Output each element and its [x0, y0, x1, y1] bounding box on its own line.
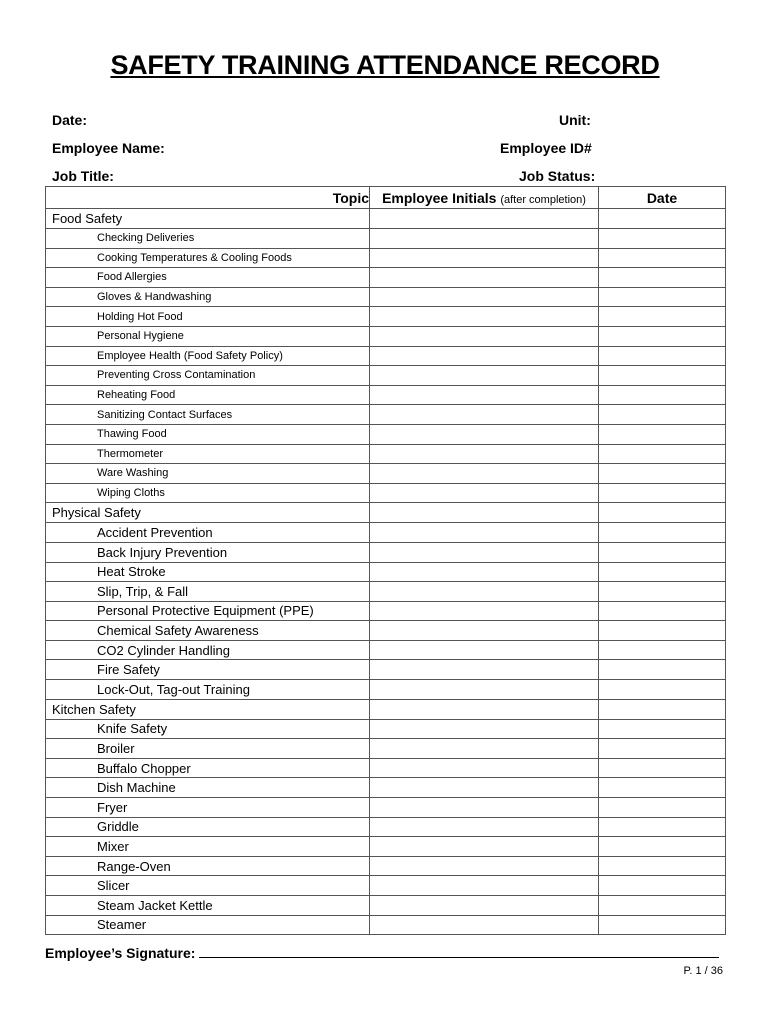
table-row [46, 915, 726, 935]
topic-header: Topic [46, 187, 370, 209]
date-cell[interactable] [599, 640, 726, 660]
section-row [46, 209, 726, 229]
table-row [46, 660, 726, 680]
initials-cell[interactable] [370, 680, 599, 700]
topic-cell: Slip, Trip, & Fall [46, 582, 370, 602]
initials-cell[interactable] [370, 915, 599, 935]
table-row [46, 385, 726, 405]
initials-cell[interactable] [370, 503, 599, 523]
initials-header [370, 187, 599, 209]
date-cell[interactable] [599, 837, 726, 857]
initials-cell[interactable] [370, 444, 599, 464]
topic-cell: Buffalo Chopper [46, 758, 370, 778]
date-cell[interactable] [599, 424, 726, 444]
initials-cell[interactable] [370, 229, 599, 249]
initials-cell[interactable] [370, 464, 599, 484]
table-row [46, 405, 726, 425]
topic-cell: Preventing Cross Contamination [46, 366, 370, 386]
initials-cell[interactable] [370, 385, 599, 405]
date-cell[interactable] [599, 680, 726, 700]
topic-cell: Steamer [46, 915, 370, 935]
date-cell[interactable] [599, 758, 726, 778]
topic-cell: Gloves & Handwashing [46, 287, 370, 307]
initials-cell[interactable] [370, 896, 599, 916]
topic-cell: Slicer [46, 876, 370, 896]
initials-cell[interactable] [370, 248, 599, 268]
date-cell[interactable] [599, 503, 726, 523]
table-row [46, 268, 726, 288]
table-row [46, 542, 726, 562]
topic-cell: Ware Washing [46, 464, 370, 484]
initials-cell[interactable] [370, 483, 599, 503]
date-cell[interactable] [599, 307, 726, 327]
initials-cell[interactable] [370, 405, 599, 425]
table-row [46, 562, 726, 582]
initials-header-note: (after completion) [500, 193, 586, 206]
date-cell[interactable] [599, 915, 726, 935]
date-cell[interactable] [599, 699, 726, 719]
topic-cell: Knife Safety [46, 719, 370, 739]
date-cell[interactable] [599, 366, 726, 386]
topic-cell: Fryer [46, 798, 370, 818]
table-row [46, 856, 726, 876]
date-cell[interactable] [599, 523, 726, 543]
initials-cell[interactable] [370, 817, 599, 837]
table-row [46, 640, 726, 660]
initials-cell[interactable] [370, 326, 599, 346]
table-row [46, 719, 726, 739]
date-cell[interactable] [599, 287, 726, 307]
section-row [46, 503, 726, 523]
initials-cell[interactable] [370, 660, 599, 680]
topic-cell: Thermometer [46, 444, 370, 464]
initials-cell[interactable] [370, 798, 599, 818]
initials-cell[interactable] [370, 778, 599, 798]
table-row [46, 366, 726, 386]
topic-cell: Broiler [46, 739, 370, 759]
table-row [46, 307, 726, 327]
date-cell[interactable] [599, 856, 726, 876]
date-cell[interactable] [599, 326, 726, 346]
topic-cell: Personal Protective Equipment (PPE) [46, 601, 370, 621]
date-cell[interactable] [599, 778, 726, 798]
initials-cell[interactable] [370, 640, 599, 660]
date-cell[interactable] [599, 542, 726, 562]
date-header: Date [599, 187, 726, 209]
topic-cell: Holding Hot Food [46, 307, 370, 327]
date-cell[interactable] [599, 798, 726, 818]
date-cell[interactable] [599, 346, 726, 366]
topic-cell: Food Allergies [46, 268, 370, 288]
section-title: Food Safety [46, 209, 370, 229]
employee-name-label: Employee Name: [52, 140, 165, 156]
topic-cell: Reheating Food [46, 385, 370, 405]
initials-cell[interactable] [370, 699, 599, 719]
table-row [46, 817, 726, 837]
initials-cell[interactable] [370, 424, 599, 444]
date-cell[interactable] [599, 582, 726, 602]
initials-cell[interactable] [370, 268, 599, 288]
section-title: Kitchen Safety [46, 699, 370, 719]
topic-cell: Personal Hygiene [46, 326, 370, 346]
table-row [46, 758, 726, 778]
date-cell[interactable] [599, 719, 726, 739]
topic-cell: Sanitizing Contact Surfaces [46, 405, 370, 425]
initials-cell[interactable] [370, 209, 599, 229]
topic-cell: Employee Health (Food Safety Policy) [46, 346, 370, 366]
unit-label: Unit: [559, 112, 591, 128]
date-label: Date: [52, 112, 88, 128]
date-cell[interactable] [599, 229, 726, 249]
initials-cell[interactable] [370, 837, 599, 857]
section-row [46, 699, 726, 719]
signature-label: Employee’s Signature: [45, 945, 196, 961]
training-table [45, 186, 726, 935]
job-status-label: Job Status: [519, 168, 596, 184]
topic-cell: Thawing Food [46, 424, 370, 444]
topic-cell: Checking Deliveries [46, 229, 370, 249]
date-cell[interactable] [599, 385, 726, 405]
date-cell[interactable] [599, 621, 726, 641]
topic-cell: Steam Jacket Kettle [46, 896, 370, 916]
table-row [46, 523, 726, 543]
page-title: SAFETY TRAINING ATTENDANCE RECORD [110, 50, 660, 80]
initials-cell[interactable] [370, 876, 599, 896]
section-title: Physical Safety [46, 503, 370, 523]
table-row [46, 483, 726, 503]
table-header-row [46, 187, 726, 209]
date-cell[interactable] [599, 896, 726, 916]
date-cell[interactable] [599, 268, 726, 288]
table-row [46, 248, 726, 268]
topic-cell: CO2 Cylinder Handling [46, 640, 370, 660]
initials-cell[interactable] [370, 621, 599, 641]
signature-field[interactable] [199, 944, 719, 958]
topic-cell: Lock-Out, Tag-out Training [46, 680, 370, 700]
employee-id-label: Employee ID# [500, 140, 592, 156]
initials-cell[interactable] [370, 739, 599, 759]
date-cell[interactable] [599, 444, 726, 464]
date-cell[interactable] [599, 464, 726, 484]
table-row [46, 464, 726, 484]
date-cell[interactable] [599, 817, 726, 837]
date-cell[interactable] [599, 562, 726, 582]
date-cell[interactable] [599, 248, 726, 268]
topic-cell: Wiping Cloths [46, 483, 370, 503]
topic-cell: Dish Machine [46, 778, 370, 798]
table-row [46, 424, 726, 444]
date-cell[interactable] [599, 483, 726, 503]
initials-cell[interactable] [370, 562, 599, 582]
topic-cell: Heat Stroke [46, 562, 370, 582]
initials-cell[interactable] [370, 758, 599, 778]
initials-cell[interactable] [370, 346, 599, 366]
initials-cell[interactable] [370, 307, 599, 327]
initials-cell[interactable] [370, 719, 599, 739]
topic-cell: Accident Prevention [46, 523, 370, 543]
table-row [46, 326, 726, 346]
table-row [46, 229, 726, 249]
table-row [46, 444, 726, 464]
initials-cell[interactable] [370, 601, 599, 621]
initials-cell[interactable] [370, 523, 599, 543]
table-row [46, 778, 726, 798]
topic-cell: Fire Safety [46, 660, 370, 680]
initials-cell[interactable] [370, 366, 599, 386]
initials-cell[interactable] [370, 856, 599, 876]
date-cell[interactable] [599, 660, 726, 680]
initials-cell[interactable] [370, 542, 599, 562]
table-row [46, 876, 726, 896]
initials-cell[interactable] [370, 287, 599, 307]
topic-cell: Chemical Safety Awareness [46, 621, 370, 641]
signature-line [45, 944, 719, 961]
date-cell[interactable] [599, 209, 726, 229]
table-row [46, 287, 726, 307]
table-row [46, 680, 726, 700]
topic-cell: Cooking Temperatures & Cooling Foods [46, 248, 370, 268]
job-title-label: Job Title: [52, 168, 114, 184]
table-row [46, 601, 726, 621]
date-cell[interactable] [599, 739, 726, 759]
topic-cell: Back Injury Prevention [46, 542, 370, 562]
page-number: P. 1 / 36 [683, 965, 723, 977]
topic-cell: Mixer [46, 837, 370, 857]
table-row [46, 582, 726, 602]
topic-cell: Range-Oven [46, 856, 370, 876]
table-row [46, 837, 726, 857]
initials-header-label: Employee Initials [382, 189, 497, 206]
topic-cell: Griddle [46, 817, 370, 837]
date-cell[interactable] [599, 876, 726, 896]
initials-cell[interactable] [370, 582, 599, 602]
table-row [46, 798, 726, 818]
table-row [46, 739, 726, 759]
date-cell[interactable] [599, 405, 726, 425]
date-cell[interactable] [599, 601, 726, 621]
table-row [46, 896, 726, 916]
table-row [46, 621, 726, 641]
table-row [46, 346, 726, 366]
